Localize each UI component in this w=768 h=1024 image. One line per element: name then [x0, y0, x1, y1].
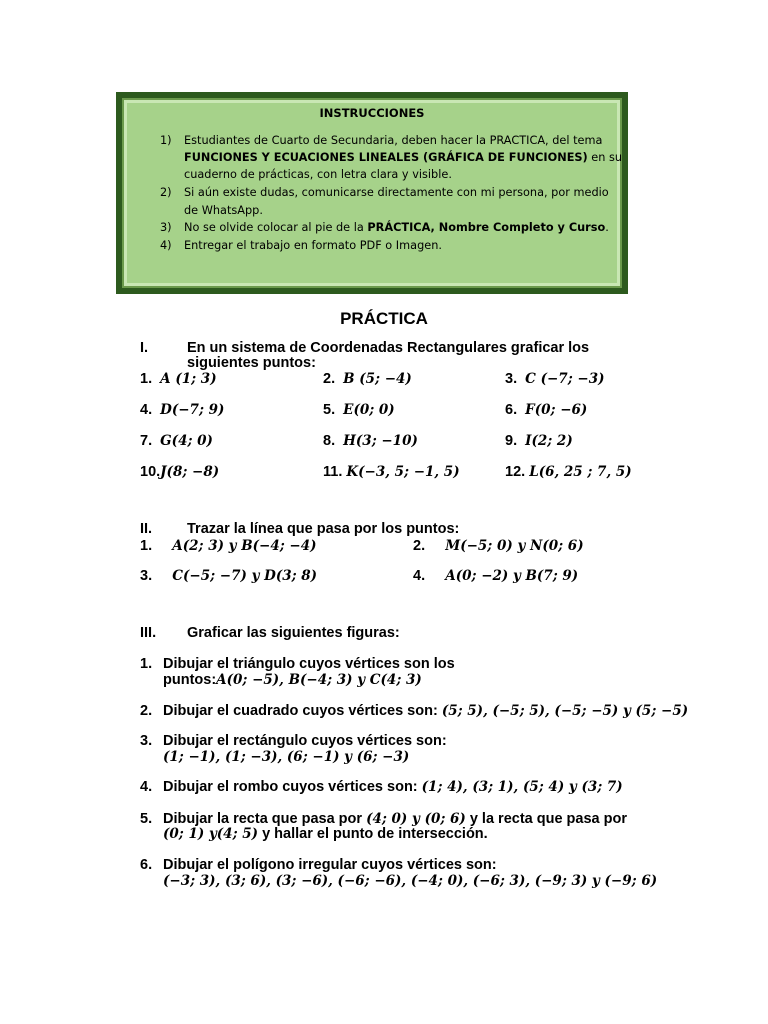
point-3	[505, 371, 604, 387]
line-item-3	[140, 568, 317, 584]
point-12	[505, 464, 632, 480]
figure-1-number: 1.	[140, 656, 153, 672]
figure-5-line1	[163, 811, 627, 827]
figure-6-line1: Dibujar el polígono irregular cuyos vértices son:	[163, 857, 497, 873]
figure-5-points-a: (4; 0) y (0; 6)	[366, 811, 466, 827]
section-1-numeral: I.	[140, 340, 149, 356]
point-3-number: 3.	[505, 371, 518, 387]
point-6	[505, 402, 587, 418]
instruction-4-text: Entregar el trabajo en formato PDF o Imagen.	[184, 239, 442, 252]
point-11-expr: K(−3, 5; −1, 5)	[346, 464, 460, 480]
instruction-4-line1	[160, 239, 442, 252]
point-11-number: 11.	[323, 464, 343, 480]
instruction-1-line3: cuaderno de prácticas, con letra clara y visible.	[184, 168, 452, 181]
figure-5-line2	[163, 826, 488, 842]
point-7-number: 7.	[140, 433, 153, 449]
instruction-1-line2	[184, 151, 622, 164]
point-4	[140, 402, 224, 418]
point-5-expr: E(0; 0)	[343, 402, 395, 418]
point-2-expr: B (5; −4)	[343, 371, 412, 387]
figure-6-line2	[163, 873, 657, 889]
point-5-number: 5.	[323, 402, 336, 418]
figure-3-line1: Dibujar el rectángulo cuyos vértices son:	[163, 733, 447, 749]
instructions-box	[116, 92, 628, 294]
figure-6-vertices: (−3; 3), (3; 6), (3; −6), (−6; −6), (−4; 0), (−6; 3), (−9; 3) y (−9; 6)	[163, 873, 658, 889]
point-7-expr: G(4; 0)	[160, 433, 213, 449]
point-8-number: 8.	[323, 433, 336, 449]
instruction-2-text: Si aún existe dudas, comunicarse directamente con mi persona, por medio	[184, 186, 609, 199]
line-item-1-number: 1.	[140, 538, 153, 554]
figure-4-line1	[163, 779, 623, 795]
figure-2-line1	[163, 703, 688, 719]
point-4-expr: D(−7; 9)	[160, 402, 225, 418]
point-2	[323, 371, 412, 387]
point-5	[323, 402, 395, 418]
point-1-number: 1.	[140, 371, 153, 387]
instruction-2-number: 2)	[160, 186, 172, 199]
point-1	[140, 371, 217, 387]
figure-2-vertices: (5; 5), (−5; 5), (−5; −5) y (5; −5)	[441, 703, 689, 719]
line-item-1	[140, 538, 317, 554]
figure-1-label: puntos:	[163, 672, 217, 688]
instruction-1-bold-topic: FUNCIONES Y ECUACIONES LINEALES (GRÁFICA DE FUNCIONES)	[184, 151, 588, 164]
instruction-3-number: 3)	[160, 221, 172, 234]
instruction-3-period: .	[605, 221, 609, 234]
point-7	[140, 433, 213, 449]
line-item-3-number: 3.	[140, 568, 153, 584]
instruction-4-number: 4)	[160, 239, 172, 252]
figure-1-line2	[163, 672, 422, 688]
point-9-number: 9.	[505, 433, 518, 449]
figure-3-number: 3.	[140, 733, 153, 749]
section-2-numeral: II.	[140, 521, 153, 537]
point-6-number: 6.	[505, 402, 518, 418]
section-1-heading-line1: En un sistema de Coordenadas Rectangulares graficar los	[187, 340, 590, 356]
line-item-4	[413, 568, 578, 584]
instruction-2-line2: de WhatsApp.	[184, 204, 263, 217]
figure-2-text: Dibujar el cuadrado cuyos vértices son:	[163, 703, 442, 719]
point-12-expr: L(6, 25 ; 7, 5)	[529, 464, 632, 480]
figure-5-points-b: (0; 1) y(4; 5)	[163, 826, 259, 842]
instruction-1-line1	[160, 134, 602, 147]
figure-4-number: 4.	[140, 779, 153, 795]
page-title: PRÁCTICA	[340, 309, 428, 328]
point-9	[505, 433, 573, 449]
line-item-2	[413, 538, 584, 554]
instruction-3-line1	[160, 221, 609, 234]
line-item-1-expr: A(2; 3) y B(−4; −4)	[172, 538, 317, 554]
figure-2-number: 2.	[140, 703, 153, 719]
instruction-1-text: Estudiantes de Cuarto de Secundaria, deben hacer la PRACTICA, del tema	[184, 134, 603, 147]
point-10	[140, 464, 219, 480]
point-3-expr: C (−7; −3)	[525, 371, 605, 387]
figure-1-vertices: A(0; −5), B(−4; 3) y C(4; 3)	[216, 672, 422, 688]
line-item-4-number: 4.	[413, 568, 426, 584]
line-item-3-expr: C(−5; −7) y D(3; 8)	[172, 568, 318, 584]
figure-5-number: 5.	[140, 811, 153, 827]
point-10-expr: J(8; −8)	[160, 464, 220, 480]
section-3-heading: Graficar las siguientes figuras:	[187, 625, 400, 641]
point-6-expr: F(0; −6)	[525, 402, 588, 418]
point-8	[323, 433, 418, 449]
instructions-title: INSTRUCCIONES	[319, 106, 425, 120]
point-1-expr: A (1; 3)	[160, 371, 217, 387]
figure-6-number: 6.	[140, 857, 153, 873]
figure-5-text: Dibujar la recta que pasa por	[163, 811, 367, 827]
instruction-3-bold: PRÁCTICA, Nombre Completo y Curso	[367, 221, 606, 234]
line-item-2-expr: M(−5; 0) y N(0; 6)	[445, 538, 584, 554]
instruction-1-number: 1)	[160, 134, 172, 147]
instruction-1-text-cont: en su	[587, 151, 623, 164]
instruction-2-line1	[160, 186, 609, 199]
point-10-number: 10.	[140, 464, 161, 480]
figure-4-vertices: (1; 4), (3; 1), (5; 4) y (3; 7)	[421, 779, 623, 795]
section-3-numeral: III.	[140, 625, 157, 641]
line-item-2-number: 2.	[413, 538, 426, 554]
point-11	[323, 464, 460, 480]
line-item-4-expr: A(0; −2) y B(7; 9)	[445, 568, 579, 584]
instruction-3-text: No se olvide colocar al pie de la	[184, 221, 368, 234]
figure-5-text-cont: y la recta que pasa por	[465, 811, 627, 827]
point-8-expr: H(3; −10)	[343, 433, 418, 449]
figure-3-vertices: (1; −1), (1; −3), (6; −1) y (6; −3)	[163, 749, 410, 765]
section-2-heading: Trazar la línea que pasa por los puntos:	[187, 521, 460, 537]
section-1-heading-line2: siguientes puntos:	[187, 355, 316, 371]
figure-5-text-end: y hallar el punto de intersección.	[258, 826, 488, 842]
figure-4-text: Dibujar el rombo cuyos vértices son:	[163, 779, 422, 795]
figure-3-line2	[163, 749, 409, 765]
figure-1-line1: Dibujar el triángulo cuyos vértices son los	[163, 656, 455, 672]
point-2-number: 2.	[323, 371, 336, 387]
point-9-expr: I(2; 2)	[525, 433, 573, 449]
point-12-number: 12.	[505, 464, 526, 480]
point-4-number: 4.	[140, 402, 153, 418]
